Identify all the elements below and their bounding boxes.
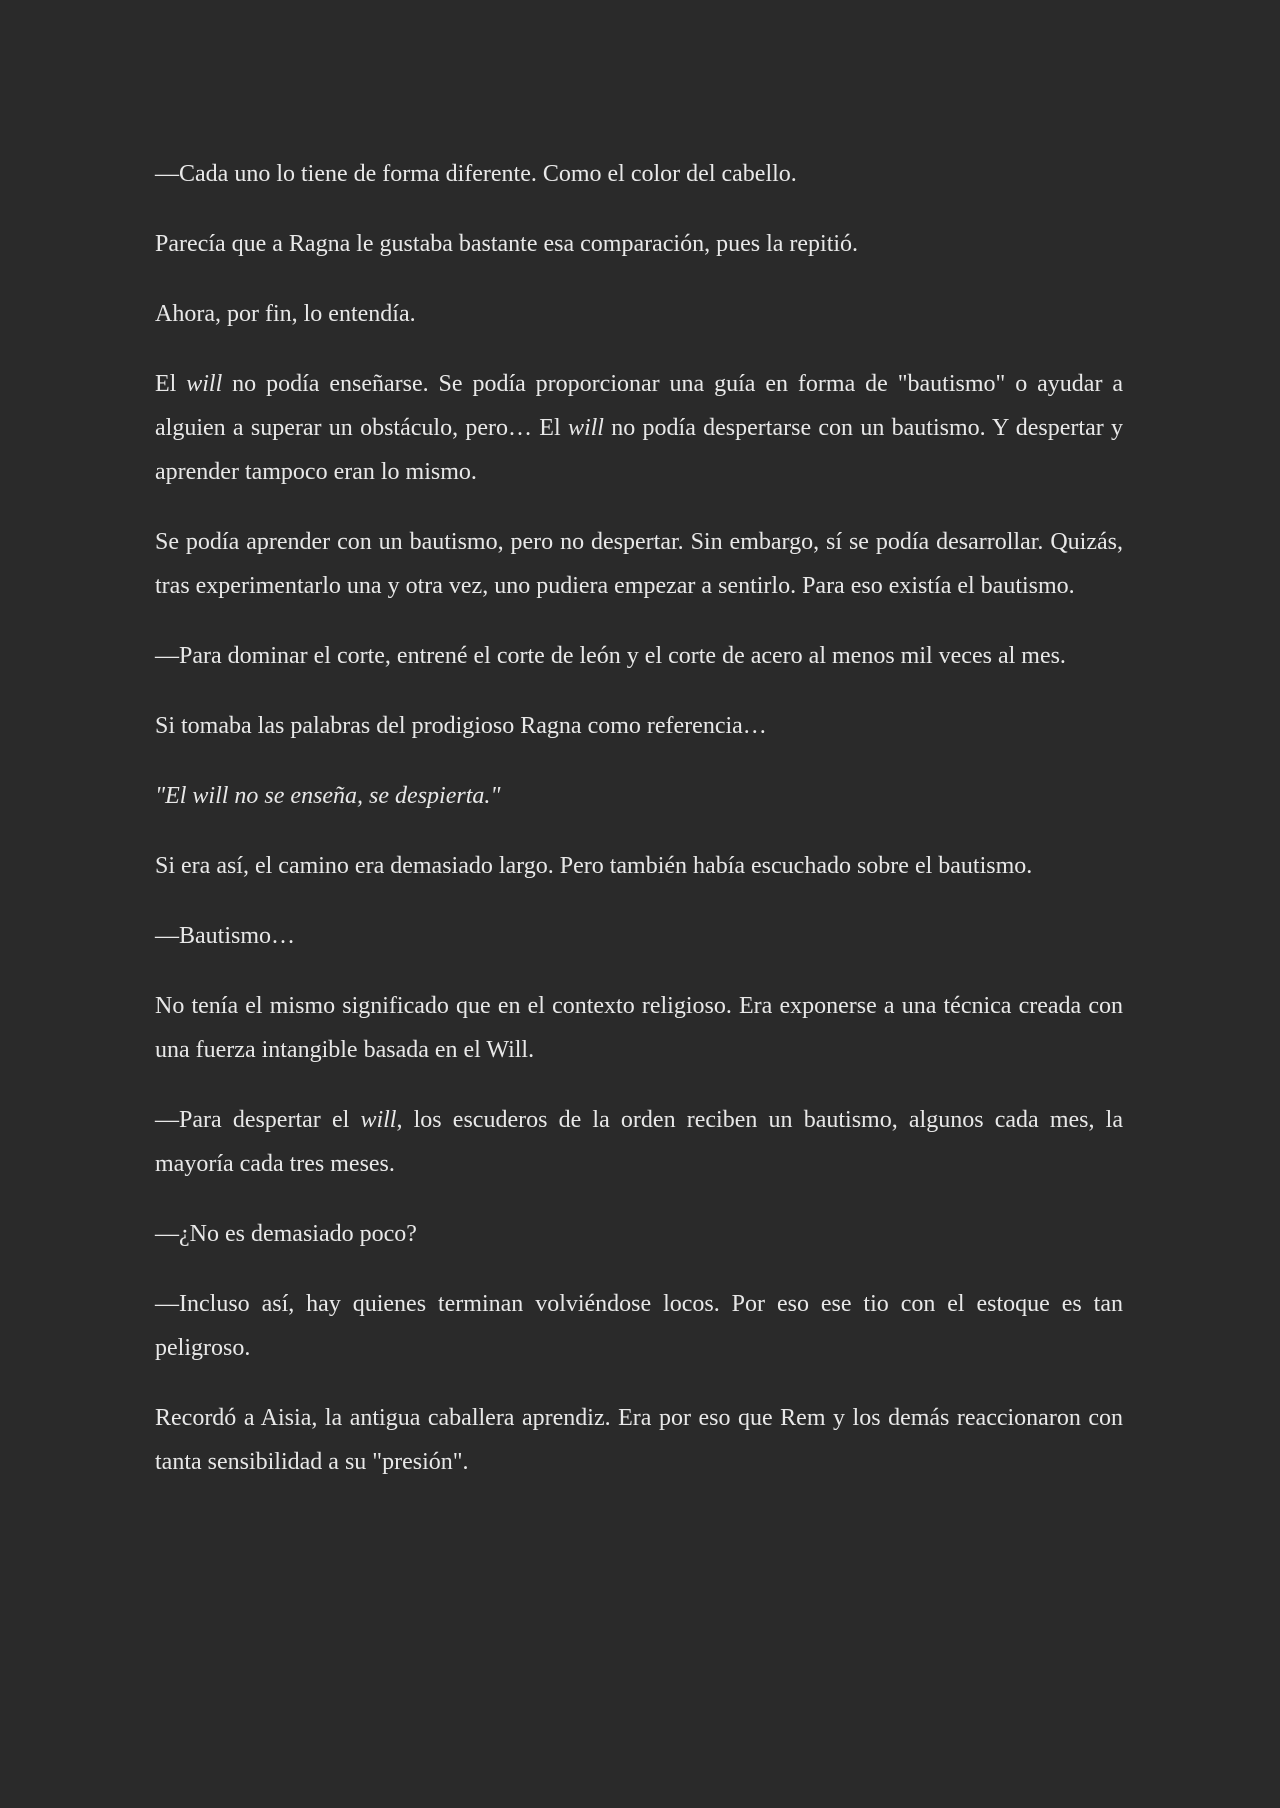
paragraph-text: , los escuderos de la orden reciben un bautismo, algunos cada mes, la mayoría cada tres meses. [155,1107,1123,1177]
paragraph-text: Parecía que a Ragna le gustaba bastante esa comparación, pues la repitió. [155,231,859,257]
paragraph-6 [155,634,1123,678]
paragraph-text: El [155,371,187,397]
paragraph-text: —Incluso así, hay quienes terminan volviéndose locos. Por eso ese tio con el estoque es tan peligroso. [155,1291,1123,1361]
paragraph-text: no podía enseñarse. Se podía proporcionar una guía en forma de "bautismo" o ayudar a alguien a superar un obstáculo, pero… El [155,371,1123,441]
paragraph-15 [155,1396,1123,1484]
paragraph-text: —Cada uno lo tiene de forma diferente. Como el color del cabello. [155,161,797,187]
paragraph-text: —Bautismo… [155,923,296,949]
paragraph-text: —¿No es demasiado poco? [155,1221,417,1247]
italic-term: will [567,415,604,441]
paragraph-4 [155,362,1123,494]
paragraph-8-quote [155,774,1123,818]
paragraph-text: No tenía el mismo significado que en el contexto religioso. Era exponerse a una técnica creada con una fuerza intangible basada en el Will. [155,993,1123,1063]
paragraph-text: Recordó a Aisia, la antigua caballera aprendiz. Era por eso que Rem y los demás reaccionaron con tanta sensibilidad a su "presión". [155,1405,1123,1475]
paragraph-11 [155,984,1123,1072]
paragraph-1 [155,152,1123,196]
italic-term: will [186,371,223,397]
paragraph-text: —Para despertar el [155,1107,361,1133]
paragraph-3 [155,292,1123,336]
italic-term: will [360,1107,397,1133]
paragraph-text: no podía despertarse con un bautismo. Y despertar y aprender tampoco eran lo mismo. [155,415,1123,485]
paragraph-10 [155,914,1123,958]
reading-page [155,152,1123,1510]
paragraph-text: Se podía aprender con un bautismo, pero no despertar. Sin embargo, sí se podía desarrollar. Quizás, tras experimentarlo una y otra vez, uno pudiera empezar a sentirlo. Para eso existía el bautismo. [155,529,1123,599]
paragraph-text: Ahora, por fin, lo entendía. [155,301,416,327]
paragraph-text: "El will no se enseña, se despierta." [155,783,501,809]
paragraph-14 [155,1282,1123,1370]
paragraph-2 [155,222,1123,266]
paragraph-12 [155,1098,1123,1186]
paragraph-7 [155,704,1123,748]
paragraph-13 [155,1212,1123,1256]
paragraph-text: Si era así, el camino era demasiado largo. Pero también había escuchado sobre el bautismo. [155,853,1033,879]
paragraph-9 [155,844,1123,888]
paragraph-text: —Para dominar el corte, entrené el corte de león y el corte de acero al menos mil veces al mes. [155,643,1066,669]
paragraph-text: Si tomaba las palabras del prodigioso Ragna como referencia… [155,713,767,739]
paragraph-5 [155,520,1123,608]
